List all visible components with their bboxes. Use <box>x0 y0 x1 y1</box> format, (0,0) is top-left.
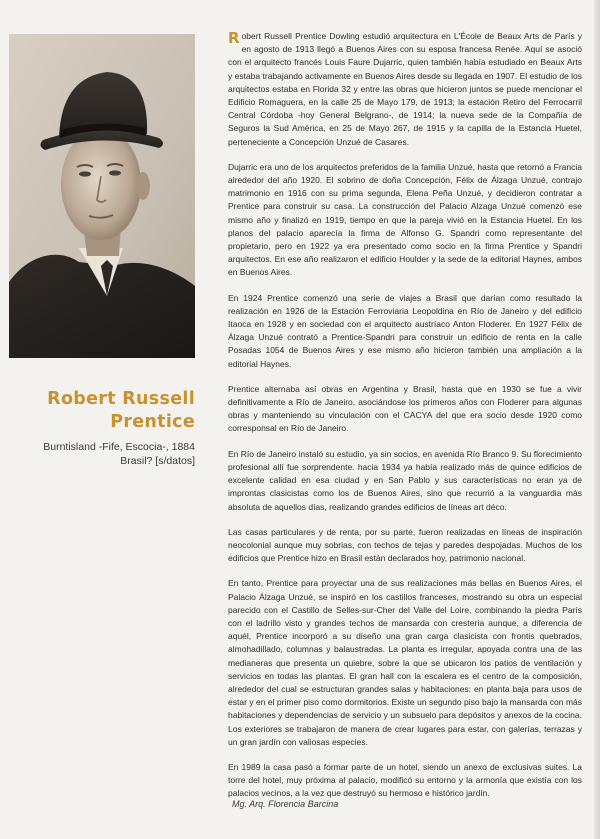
person-name-line2: Prentice <box>110 412 195 432</box>
paragraph-8: En 1989 la casa pasó a formar parte de un hotel, siendo un anexo de exclusivas suites. La torre del hotel, muy próxima al palacio, modificó su entorno y la armonía que existía con los palacios vecinos, a la vez que destruyó su hermoso e histórico jardín. <box>228 761 582 799</box>
person-name-line1: Robert Russell <box>47 389 195 409</box>
paragraph-7: En tanto, Prentice para proyectar una de sus realizaciones más bellas en Buenos Aires, el Palacio Álzaga Unzué, se inspiró en los castillos franceses, mostrando su obra un especial parecido con el Castillo de Selles-sur-Cher del Valle del Loire, combinando la piedra París con el ladrillo visto y grandes techos de mansarda con crestería aunque, a diferencia de aquél, Prentice incorporó a su diseño una gran carga clasicista con frontis quebrados, almohadillado, columnas y balaustradas. La planta es irregular, apoyada contra una de las medianeras que presenta un quiebre, sobre la que se ubicaron los patios de ventilación y servicios en todas las plantas. El gran hall con la escalera es el centro de la composición, alrededor del cual se estructuran grandes salas y habitaciones: en planta baja para usos de estar y en el primer piso como dormitorios. Existe un segundo piso bajo la mansarda con más habitaciones y dependencias de servicio y un subsuelo para depósitos y anexos de la cocina. Los exteriores se trabajaron de manera de crear lugares para estar, con galerías, terrazas y un gran jardín con valiosas especies. <box>228 578 582 747</box>
person-bio <box>9 440 195 468</box>
paragraph-6: Las casas particulares y de renta, por su parte, fueron realizadas en líneas de inspiración neocolonial aunque muy sobrias, con techos de tejas y paredes despojadas. Muchos de los edificios que Prentice hizo en Brasil están declarados hoy, patrimonio nacional. <box>228 526 582 564</box>
person-name <box>9 388 195 434</box>
paragraph-4: Prentice alternaba así obras en Argentina y Brasil, hasta que en 1930 se fue a vivir definitivamente a Río de Janeiro, asociándose los primeros años con Floderer para algunas obras y manteniendo su vinculación con el CACYA del que era socio desde 1920 como corresponsal en Río de Janeiro. <box>228 383 582 434</box>
drop-cap: R <box>228 29 240 47</box>
paragraph-3: En 1924 Prentice comenzó una serie de viajes a Brasil que darían como resultado la realización en 1926 de la Estación Ferroviaria Leopoldina en Río de Janeiro y del edificio Itaoca en 1928 y en sociedad con el arquitecto austríaco Anton Floderer. En 1927 Félix de Álzaga Unzué contrató a Prentice-Spandri para construir un edificio de renta en la calle Posadas 1054 de Buenos Aires y ese mismo año hicieron también una ampliación a la editorial Haynes. <box>228 292 582 369</box>
paragraph-1-text: obert Russell Prentice Dowling estudió arquitectura en L'École de Beaux Arts de París y en agosto de 1913 llegó a Buenos Aires con su esposa francesa Renée. Aquí se asoció con el arquitecto francés Louis Faure Dujarric, quien también había estudiado en Beaux Arts y estaba trabajando activamente en Buenos Aires desde su llegada en 1907. El estudio de los arquitectos estaba en Florida 32 y entre las obras que hicieron juntos se puede mencionar el Edificio Romaguera, en la calle 25 de Mayo 179, de 1913; la estación Retiro del Ferrocarril Central Córdoba -hoy General Belgrano-, de 1914; la nueva sede de la Compañía de Seguros la Sud América, en 25 de Mayo 267, de 1915 y la capilla de la Estancia Huetel, perteneciente a Concepción Unzué de Casares. <box>228 31 582 147</box>
paragraph-5: En Río de Janeiro instaló su estudio, ya sin socios, en avenida Río Branco 9. Su florecimiento profesional allí fue sorprendente. hacia 1934 ya había realizado más de quince edificios de excelente calidad en esa ciudad y en San Pablo y sus características no eran ya de improntas clasicistas como los de Buenos Aires, sino que recurrió a la vanguardia más absoluta de aquellos días, realizando grandes edificios de líneas art déco. <box>228 448 582 512</box>
page-edge <box>594 0 600 839</box>
paragraph-1 <box>228 30 582 149</box>
author-signature: Mg. Arq. Florencia Barcina <box>232 799 339 809</box>
bio-line-death: Brasil? [s/datos] <box>120 455 195 467</box>
paragraph-2: Dujarric era uno de los arquitectos preferidos de la familia Unzué, hasta que retornó a Francia alrededor del año 1920. El sobrino de doña Concepción, Félix de Álzaga Unzué, contrajo matrimonio en 1916 con su prima segunda, Elena Peña Unzué, y decidieron contratar a Prentice para construir su casa. La construcción del Palacio Alzaga Unzué comenzó ese mismo año y finalizó en 1919, tiempo en que la pareja vivió en la Estancia Huetel. En los planos del palacio aparecía la firma de Alfonso G. Spandri como representante del propietario, pero en 1922 ya era presentado como socio en la firma Prentice y Spandri arquitectos. En ese año realizaron el edificio Houlder y la sede de la editorial Haynes, ambos en Buenos Aires. <box>228 161 582 278</box>
portrait-photo <box>9 34 195 358</box>
article-body <box>228 30 582 813</box>
bio-line-birth: Burntisland -Fife, Escocia-, 1884 <box>43 441 195 453</box>
